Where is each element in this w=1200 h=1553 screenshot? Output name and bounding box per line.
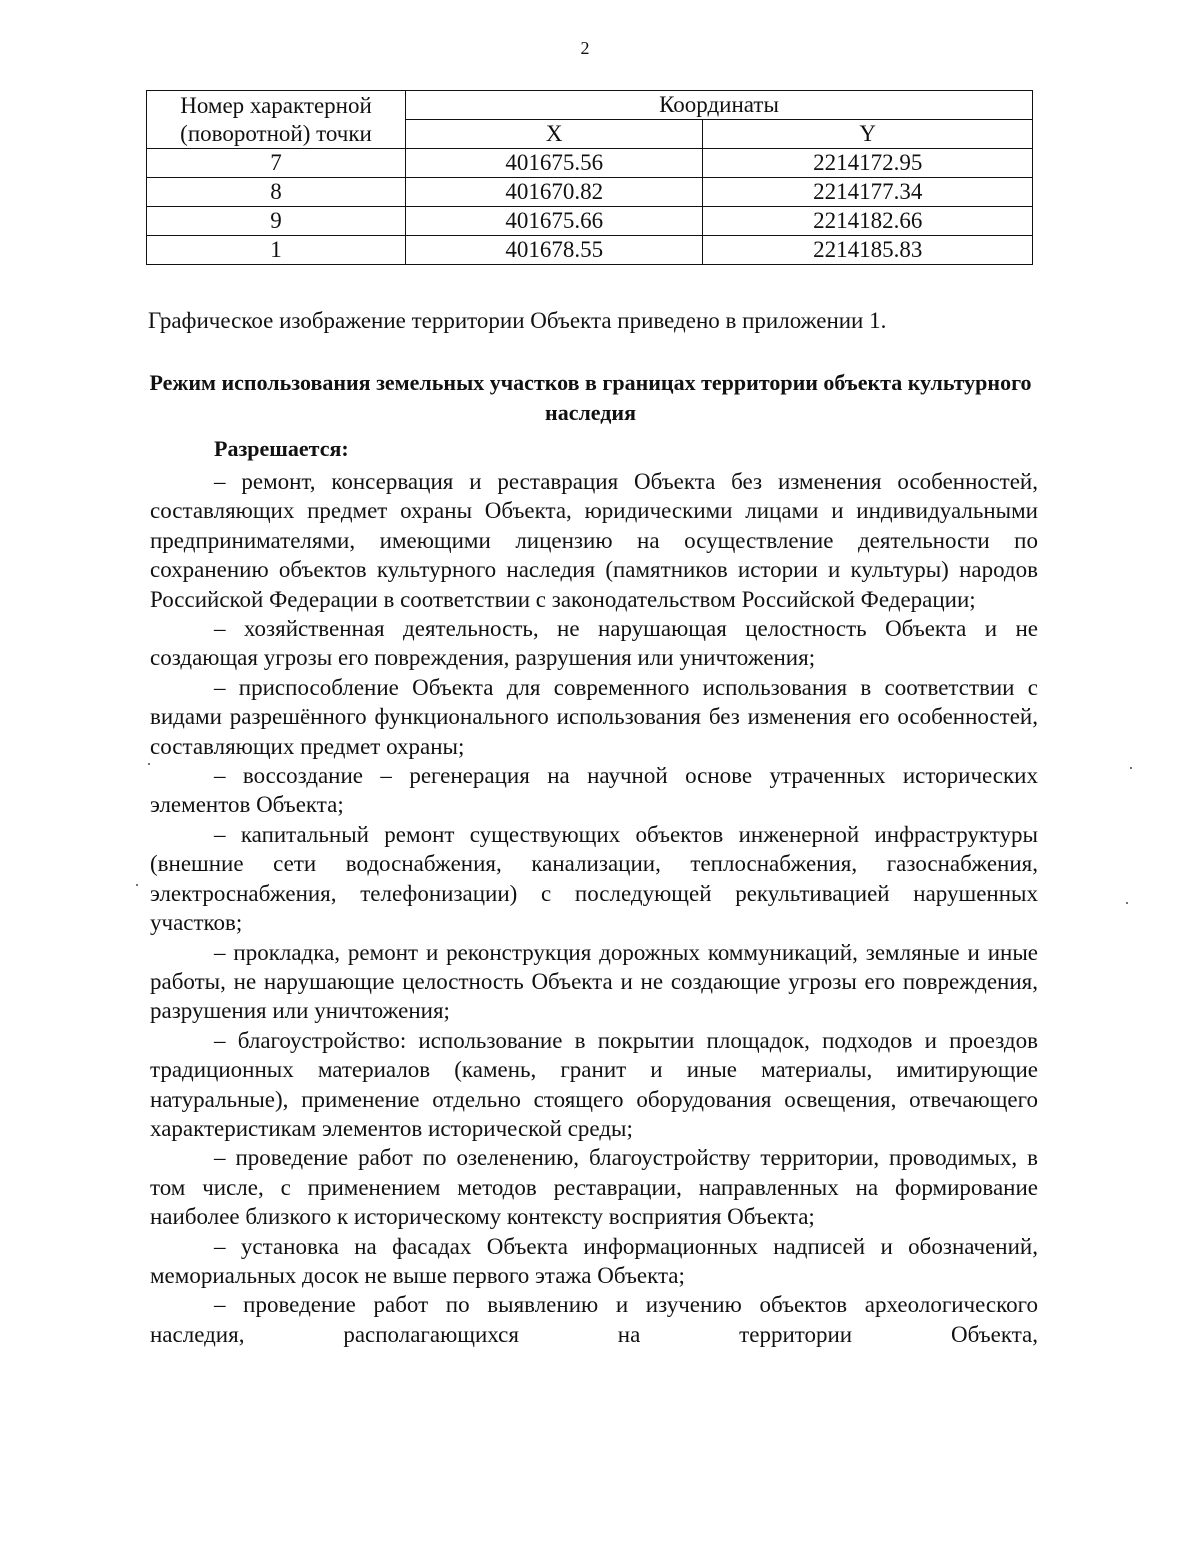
cell-x: 401675.66 <box>406 207 703 236</box>
cell-x: 401678.55 <box>406 236 703 265</box>
table-row <box>147 207 1033 236</box>
list-item: – капитальный ремонт существующих объектов инженерной инфраструктуры (внешние сети водоснабжения, канализации, теплоснабжения, газоснабжения, электроснабжения, телефонизации) с последующей рекультивацией нарушенных участков; <box>150 821 1038 936</box>
list-item: – прокладка, ремонт и реконструкция дорожных коммуникаций, земляные и иные работы, не нарушающие целостность Объекта и не создающие угрозы его повреждения, разрушения или уничтожения; <box>150 939 1038 1024</box>
appendix-caption: Графическое изображение территории Объекта приведено в приложении 1. <box>148 308 887 333</box>
table-row <box>147 236 1033 265</box>
header-point: Номер характерной (поворотной) точки <box>147 91 406 149</box>
list-item: – проведение работ по озеленению, благоустройству территории, проводимых, в том числе, с применением методов реставрации, направленных на формирование наиболее близкого к историческому контексту восприятия Объекта; <box>150 1145 1038 1230</box>
list-item: – хозяйственная деятельность, не нарушающая целостность Объекта и не создающая угрозы его повреждения, разрушения или уничтожения; <box>150 616 1038 671</box>
scan-speck <box>148 763 150 765</box>
table-header-row <box>147 91 1033 120</box>
scan-speck <box>1130 767 1132 769</box>
cell-y: 2214172.95 <box>703 149 1033 178</box>
table-row <box>147 149 1033 178</box>
cell-y: 2214182.66 <box>703 207 1033 236</box>
allowed-list <box>150 467 1038 1349</box>
cell-point: 1 <box>147 236 406 265</box>
cell-x: 401670.82 <box>406 178 703 207</box>
coordinates-table <box>146 90 1033 265</box>
allowed-label: Разрешается: <box>214 436 349 461</box>
cell-y: 2214185.83 <box>703 236 1033 265</box>
list-item: – установка на фасадах Объекта информационных надписей и обозначений, мемориальных досок не выше первого этажа Объекта; <box>150 1233 1038 1288</box>
cell-y: 2214177.34 <box>703 178 1033 207</box>
section-heading: Режим использования земельных участков в границах территории объекта культурного наследия <box>149 370 1032 425</box>
scan-speck <box>1126 902 1128 904</box>
cell-point: 7 <box>147 149 406 178</box>
list-item: – благоустройство: использование в покрытии площадок, подходов и проездов традиционных материалов (камень, гранит и иные материалы, имитирующие натуральные), применение отдельно стоящего оборудования освещения, отвечающего характеристикам элементов исторической среды; <box>150 1027 1038 1141</box>
header-y: Y <box>703 120 1033 149</box>
cell-x: 401675.56 <box>406 149 703 178</box>
list-item: – приспособление Объекта для современного использования в соответствии с видами разрешённого функционального использования без изменения его особенностей, составляющих предмет охраны; <box>150 674 1038 759</box>
cell-point: 8 <box>147 178 406 207</box>
header-x: X <box>406 120 703 149</box>
scan-speck <box>136 884 138 886</box>
table-row <box>147 178 1033 207</box>
list-item: – проведение работ по выявлению и изучению объектов археологического наследия, располагающихся на территории Объекта, <box>150 1292 1038 1347</box>
page-number: 2 <box>580 38 590 58</box>
cell-point: 9 <box>147 207 406 236</box>
header-coords: Координаты <box>406 91 1033 120</box>
list-item: – воссоздание – регенерация на научной основе утраченных исторических элементов Объекта; <box>150 763 1038 818</box>
list-item: – ремонт, консервация и реставрация Объекта без изменения особенностей, составляющих предмет охраны Объекта, юридическими лицами и индивидуальными предпринимателями, имеющими лицензию на осуществление деятельности по сохранению объектов культурного наследия (памятников истории и культуры) народов Российской Федерации в соответствии с законодательством Российской Федерации; <box>150 469 1038 612</box>
